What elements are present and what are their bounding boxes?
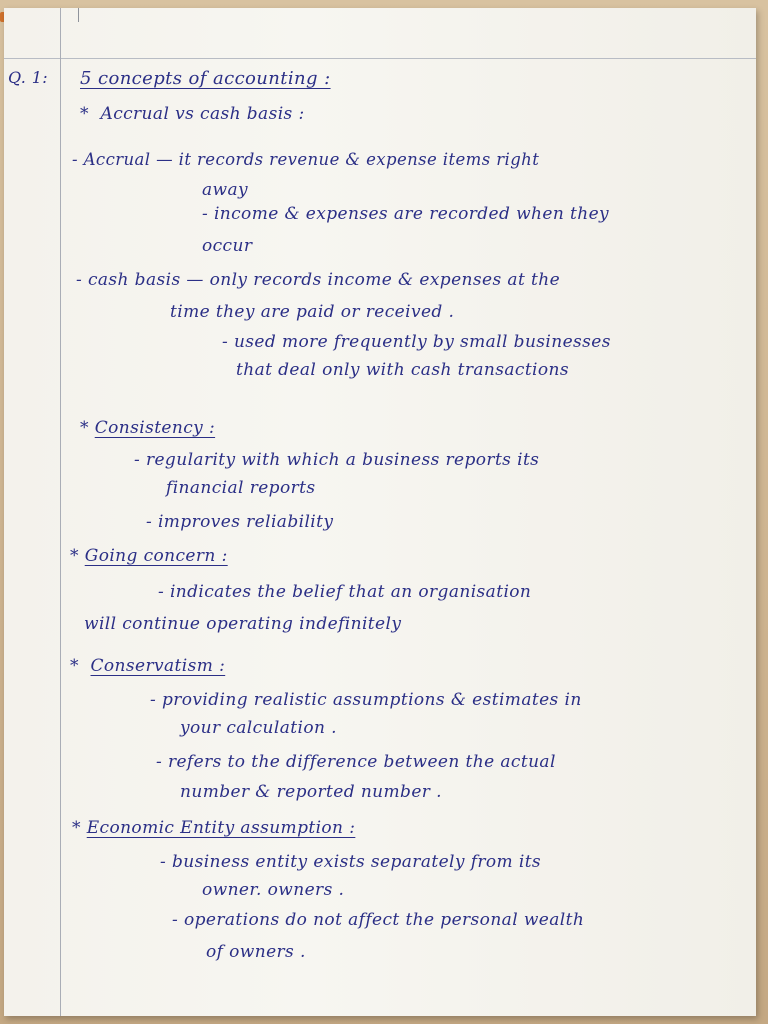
note-line: - Accrual — it records revenue & expense items right [72,150,540,169]
section-title-conservatism: * Conservatism : [70,656,226,676]
note-line: that deal only with cash transactions [236,360,570,380]
note-line: occur [202,236,253,256]
top-tick-mark [78,8,79,22]
section-title-going-concern: * Going concern : [70,546,228,566]
question-label: Q. 1: [8,68,49,87]
note-line: of owners . [206,942,306,962]
note-line: - used more frequently by small businesses [222,332,611,352]
note-line: away [202,180,249,200]
top-rule-line [4,58,756,59]
note-line: - refers to the difference between the actual [156,752,556,772]
note-line: financial reports [166,478,316,498]
note-line: owner. owners . [202,880,345,900]
note-line: - regularity with which a business reports its [134,450,540,470]
margin-line [60,8,61,1016]
note-line: your calculation . [180,718,337,738]
section-title-consistency: * Consistency : [80,418,216,438]
note-line: - cash basis — only records income & expenses at the [76,270,561,290]
note-line: - improves reliability [146,512,334,532]
page-heading: 5 concepts of accounting : [80,68,331,89]
note-line: - providing realistic assumptions & estimates in [150,690,582,710]
note-line: - income & expenses are recorded when they [202,204,610,224]
section-title-accrual: * Accrual vs cash basis : [80,104,305,124]
section-title-economic-entity: * Economic Entity assumption : [72,818,356,838]
note-line: - indicates the belief that an organisation [158,582,532,602]
note-line: - business entity exists separately from its [160,852,542,872]
note-line: will continue operating indefinitely [84,614,402,634]
note-line: - operations do not affect the personal wealth [172,910,585,930]
note-line: time they are paid or received . [170,302,455,322]
note-line: number & reported number . [180,782,442,802]
